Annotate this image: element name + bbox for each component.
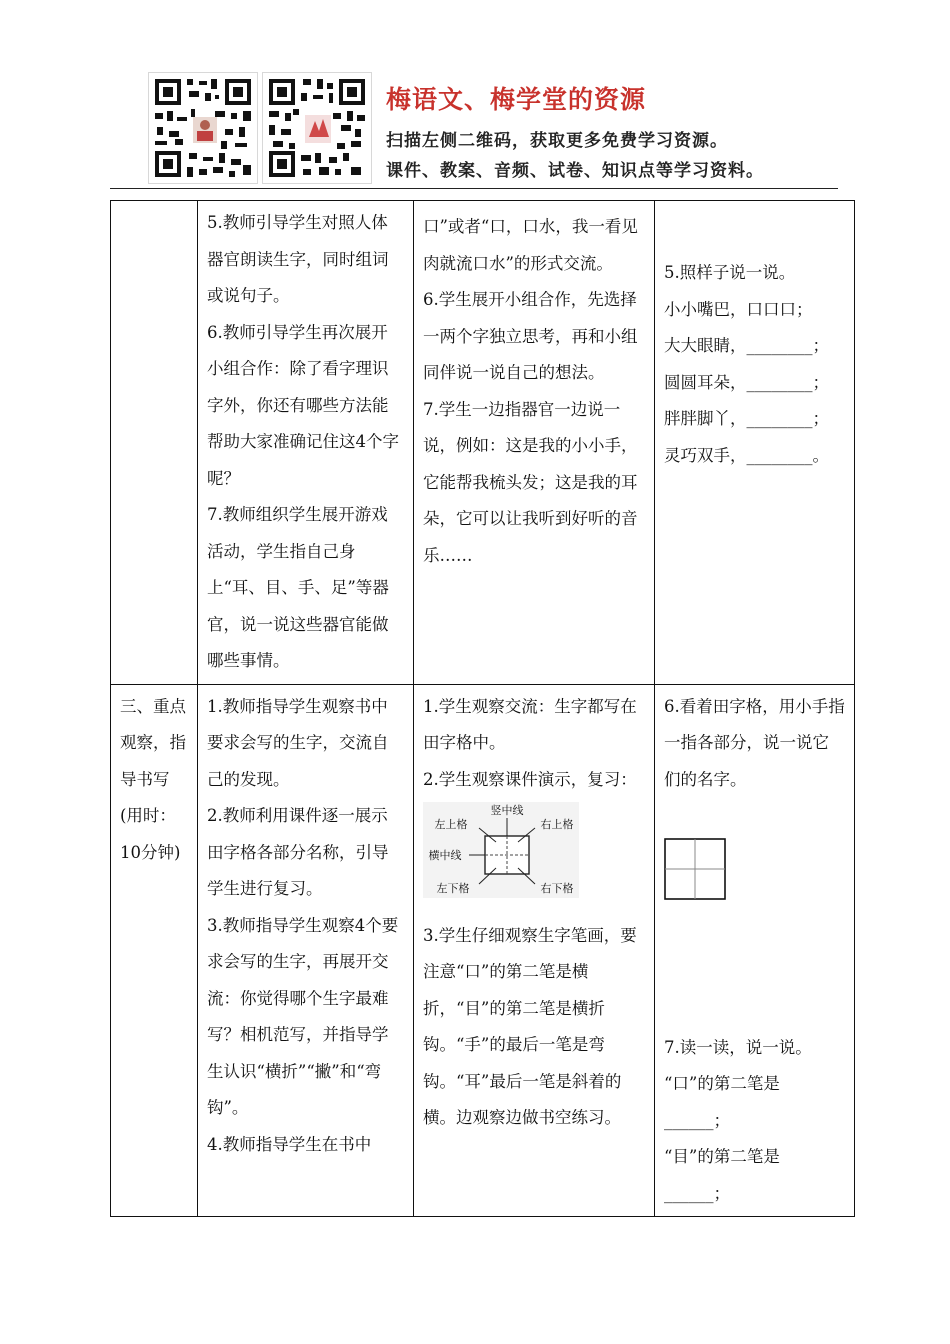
tianzige-grid xyxy=(664,838,726,900)
student-activity-cell xyxy=(414,684,655,1217)
page-header xyxy=(110,70,838,190)
student-activity-cell xyxy=(414,201,655,685)
student-step-7: 7.学生一边指器官一边说一说，例如：这是我的小小手，它能帮我梳头发；这是我的耳朵，它可以让我听到好听的音乐…… xyxy=(423,399,638,565)
student-step-3: 3.学生仔细观察生字笔画，要注意“口”的第二笔是横折，“目”的第二笔是横折钩。“手”的最后一笔是弯钩。“耳”最后一笔是斜着的横。边观察边做书空练习。 xyxy=(423,925,637,1127)
qr-code-icon xyxy=(149,73,257,183)
qr-code-icon xyxy=(263,73,371,183)
header-divider xyxy=(110,188,838,189)
table-row xyxy=(111,201,855,685)
qr-code-1[interactable] xyxy=(148,72,258,184)
exercise-7-title: 7.读一读，说一说。 xyxy=(664,1037,812,1057)
lesson-plan-table xyxy=(110,200,855,1217)
exercise-cell xyxy=(655,201,855,685)
student-step-1: 1.学生观察交流：生字都写在田字格中。 xyxy=(423,696,637,752)
tagline-2: 课件、教案、音频、试卷、知识点等学习资料。 xyxy=(386,161,764,181)
exercise-5-blank-1: 大大眼睛，________； xyxy=(664,336,829,355)
teacher-step-4: 4.教师指导学生在书中 xyxy=(207,1134,372,1154)
teacher-step-7: 7.教师组织学生展开游戏活动，学生指自己身上“耳、目、手、足”等器官，说一说这些器官能做哪些事情。 xyxy=(207,505,389,670)
teacher-step-1: 1.教师指导学生观察书中要求会写的生字，交流自己的发现。 xyxy=(207,696,389,789)
label-bottom-right: 右下格 xyxy=(540,882,574,895)
brand-title: 梅语文、梅学堂的资源 xyxy=(386,85,647,114)
teacher-step-2: 2.教师利用课件逐一展示田字格各部分名称，引导学生进行复习。 xyxy=(207,806,389,898)
teacher-step-3: 3.教师指导学生观察4个要求会写的生字，再展开交流：你觉得哪个生字最难写？相机范写，并指导学生认识“横折”“撇”和“弯钩”。 xyxy=(207,915,399,1117)
exercise-5-blank-2: 圆圆耳朵，________； xyxy=(664,372,829,392)
student-step-cont: 口”或者“口，口水，我一看见肉就流口水”的形式交流。 xyxy=(423,217,638,273)
exercise-7-blank-1: “口”的第二笔是______； xyxy=(664,1074,780,1130)
teacher-activity-cell xyxy=(198,684,414,1217)
table-row xyxy=(111,684,855,1217)
tianzige-diagram xyxy=(423,802,579,898)
stage-cell xyxy=(111,684,198,1217)
student-step-6: 6.学生展开小组合作，先选择一两个字独立思考，再和小组同伴说一说自己的想法。 xyxy=(423,290,638,382)
teacher-step-5: 5.教师引导学生对照人体器官朗读生字，同时组词或说句子。 xyxy=(207,213,389,305)
label-bottom-left: 左下格 xyxy=(436,882,470,895)
tagline-1: 扫描左侧二维码，获取更多免费学习资源。 xyxy=(386,131,728,151)
student-step-2: 2.学生观察课件演示，复习： xyxy=(423,769,637,789)
label-vertical-midline: 竖中线 xyxy=(490,804,524,817)
exercise-6: 6.看着田字格，用小手指一指各部分，说一说它们的名字。 xyxy=(664,696,845,789)
stage-cell xyxy=(111,201,198,685)
exercise-5-title: 5.照样子说一说。 xyxy=(664,263,796,282)
teacher-activity-cell xyxy=(198,201,414,685)
qr-code-2[interactable] xyxy=(262,72,372,184)
teacher-step-6: 6.教师引导学生再次展开小组合作：除了看字理识字外，你还有哪些方法能帮助大家准确记住这4个字呢？ xyxy=(207,322,399,488)
exercise-7-blank-2: “目”的第二笔是______； xyxy=(664,1147,780,1203)
exercise-cell xyxy=(655,684,855,1217)
label-top-left: 左上格 xyxy=(434,818,468,831)
exercise-5-blank-4: 灵巧双手，________。 xyxy=(664,445,829,465)
label-top-right: 右上格 xyxy=(540,818,574,831)
label-horizontal-midline: 横中线 xyxy=(428,849,462,862)
exercise-5-blank-3: 胖胖脚丫，________； xyxy=(664,409,829,428)
stage-label: 三、重点观察，指导书写(用时：10分钟) xyxy=(120,696,186,862)
exercise-5-example: 小小嘴巴，口口口； xyxy=(664,299,813,319)
